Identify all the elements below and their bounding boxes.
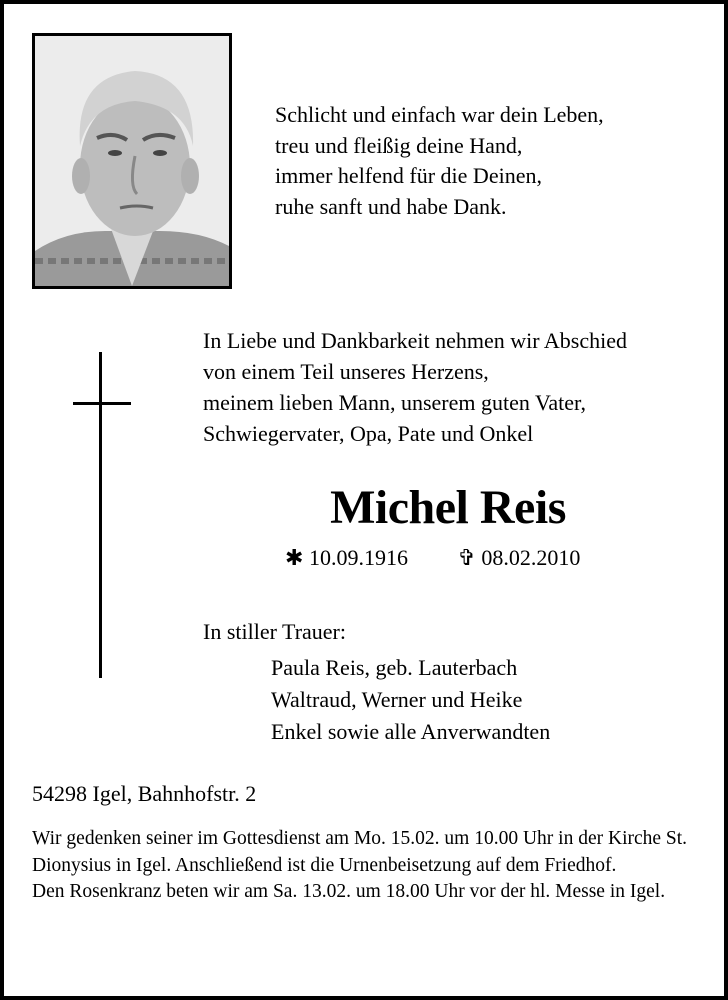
poem: [275, 100, 604, 222]
poem-line: ruhe sanft und habe Dank.: [275, 193, 507, 219]
poem-line: treu und fleißig deine Hand,: [275, 132, 523, 158]
intro-line: In Liebe und Dankbarkeit nehmen wir Abschied: [203, 328, 627, 353]
cross-icon-bar: [73, 402, 131, 405]
poem-line: immer helfend für die Deinen,: [275, 163, 542, 188]
cross-icon: [99, 352, 102, 678]
intro-line: Schwiegervater, Opa, Pate und Onkel: [203, 421, 534, 446]
mourning-heading: In stiller Trauer:: [203, 619, 346, 644]
address: 54298 Igel, Bahnhofstr. 2: [32, 781, 257, 806]
intro-text: [203, 325, 627, 449]
service-notice: [32, 826, 712, 906]
mourner: Paula Reis, geb. Lauterbach: [271, 655, 518, 680]
mourner: Enkel sowie alle Anverwandten: [271, 719, 551, 744]
birth-star-icon: ✱: [285, 545, 304, 570]
notice-paragraph: Wir gedenken seiner im Gottesdienst am Mo. 15.02. um 10.00 Uhr in der Kirche St. Dionysius in Igel. Anschließend ist die Urnenbeisetzung auf dem Friedhof.: [32, 828, 688, 876]
intro-line: meinem lieben Mann, unserem guten Vater,: [203, 390, 586, 415]
portrait-photo: [32, 33, 232, 289]
birth-date: 10.09.1916: [308, 545, 408, 570]
life-dates: [285, 545, 580, 571]
mourner: Waltraud, Werner und Heike: [271, 687, 523, 712]
death-date: 08.02.2010: [481, 545, 581, 570]
death-cross-icon: ✞: [457, 545, 476, 570]
mourners-list: [271, 652, 550, 748]
poem-line: Schlicht und einfach war dein Leben,: [275, 102, 604, 127]
notice-paragraph: Den Rosenkranz beten wir am Sa. 13.02. um 18.00 Uhr vor der hl. Messe in Igel.: [32, 881, 666, 902]
deceased-name: Michel Reis: [330, 481, 566, 534]
intro-line: von einem Teil unseres Herzens,: [203, 359, 489, 384]
